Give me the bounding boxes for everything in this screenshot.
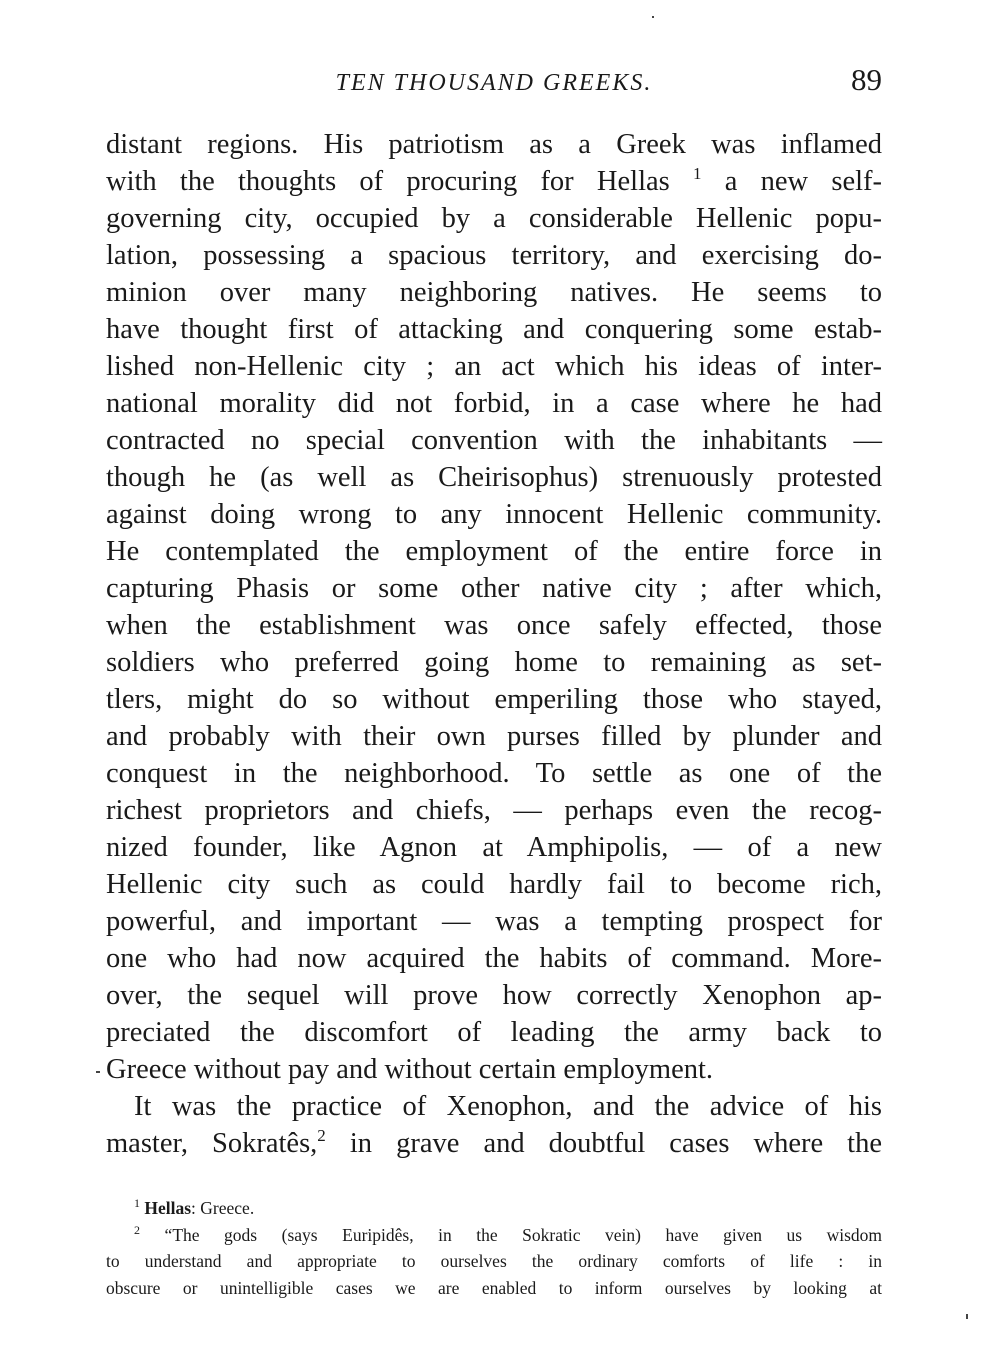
running-title: TEN THOUSAND GREEKS. bbox=[335, 70, 653, 96]
text-line: powerful, and important — was a tempting prospect for bbox=[106, 906, 882, 937]
text-line: capturing Phasis or some other native city ; after which, bbox=[106, 573, 882, 604]
footnote-marker: 2 bbox=[134, 1222, 140, 1237]
text-line: distant regions. His patriotism as a Greek was inflamed bbox=[106, 129, 882, 160]
text-line: master, Sokratês,$^2$ in grave and doubtful cases where the bbox=[106, 1126, 882, 1159]
footnote-line: obscure or unintelligible cases we are enabled to inform ourselves by looking at bbox=[106, 1277, 882, 1298]
footnotes bbox=[106, 1195, 882, 1301]
scan-speck bbox=[96, 1071, 100, 1073]
text-line: Hellenic city such as could hardly fail to become rich, bbox=[106, 869, 882, 900]
text-line: over, the sequel will prove how correctly Xenophon ap- bbox=[106, 980, 882, 1011]
running-head bbox=[106, 62, 882, 102]
footnote-term: Hellas bbox=[144, 1198, 192, 1218]
footnote-ref: 1 bbox=[692, 164, 702, 183]
footnote-marker: 1 bbox=[134, 1196, 140, 1210]
text-line: have thought first of attacking and conquering some estab- bbox=[106, 314, 882, 345]
text-line: conquest in the neighborhood. To settle as one of the bbox=[106, 758, 882, 789]
text-line: governing city, occupied by a considerable Hellenic popu- bbox=[106, 203, 882, 234]
text-line: contracted no special convention with the inhabitants — bbox=[106, 425, 882, 456]
footnote-2: $^2$ “The gods (says Euripidês, in the Sokratic vein) have given us wisdom bbox=[134, 1222, 883, 1245]
text-line: soldiers who preferred going home to remaining as set- bbox=[106, 647, 882, 678]
text-line: when the establishment was once safely effected, those bbox=[106, 610, 882, 641]
text-line: It was the practice of Xenophon, and the advice of his bbox=[134, 1091, 882, 1122]
text-line: lished non-Hellenic city ; an act which his ideas of inter- bbox=[106, 351, 882, 382]
footnote-ref: 2 bbox=[317, 1126, 326, 1145]
body-text bbox=[106, 126, 882, 1162]
scan-speck bbox=[652, 16, 654, 18]
text-line: though he (as well as Cheirisophus) strenuously protested bbox=[106, 462, 882, 493]
text-line: minion over many neighboring natives. He seems to bbox=[106, 277, 882, 308]
text-line: lation, possessing a spacious territory, and exercising do- bbox=[106, 240, 882, 271]
text-line: preciated the discomfort of leading the army back to bbox=[106, 1017, 882, 1048]
text-line: and probably with their own purses filled by plunder and bbox=[106, 721, 882, 752]
text-line: richest proprietors and chiefs, — perhaps even the recog- bbox=[106, 795, 882, 826]
text-line: one who had now acquired the habits of command. More- bbox=[106, 943, 882, 974]
text-line: with the thoughts of procuring for Hellas $^1$ a new self- bbox=[106, 164, 882, 197]
footnote-line: to understand and appropriate to ourselves the ordinary comforts of life : in bbox=[106, 1251, 882, 1271]
text-line: against doing wrong to any innocent Hellenic community. bbox=[106, 499, 882, 530]
text-line: Greece without pay and without certain employment. bbox=[106, 1054, 714, 1085]
footnote-1: $^1$ Hellas: Greece. bbox=[134, 1196, 255, 1218]
text-line: tlers, might do so without emperiling those who stayed, bbox=[106, 684, 882, 715]
text-line: nized founder, like Agnon at Amphipolis, — of a new bbox=[106, 832, 882, 863]
scan-speck bbox=[966, 1314, 968, 1319]
text-line: national morality did not forbid, in a case where he had bbox=[106, 388, 882, 419]
text-line: He contemplated the employment of the entire force in bbox=[106, 536, 882, 567]
page-number: 89 bbox=[851, 62, 882, 97]
